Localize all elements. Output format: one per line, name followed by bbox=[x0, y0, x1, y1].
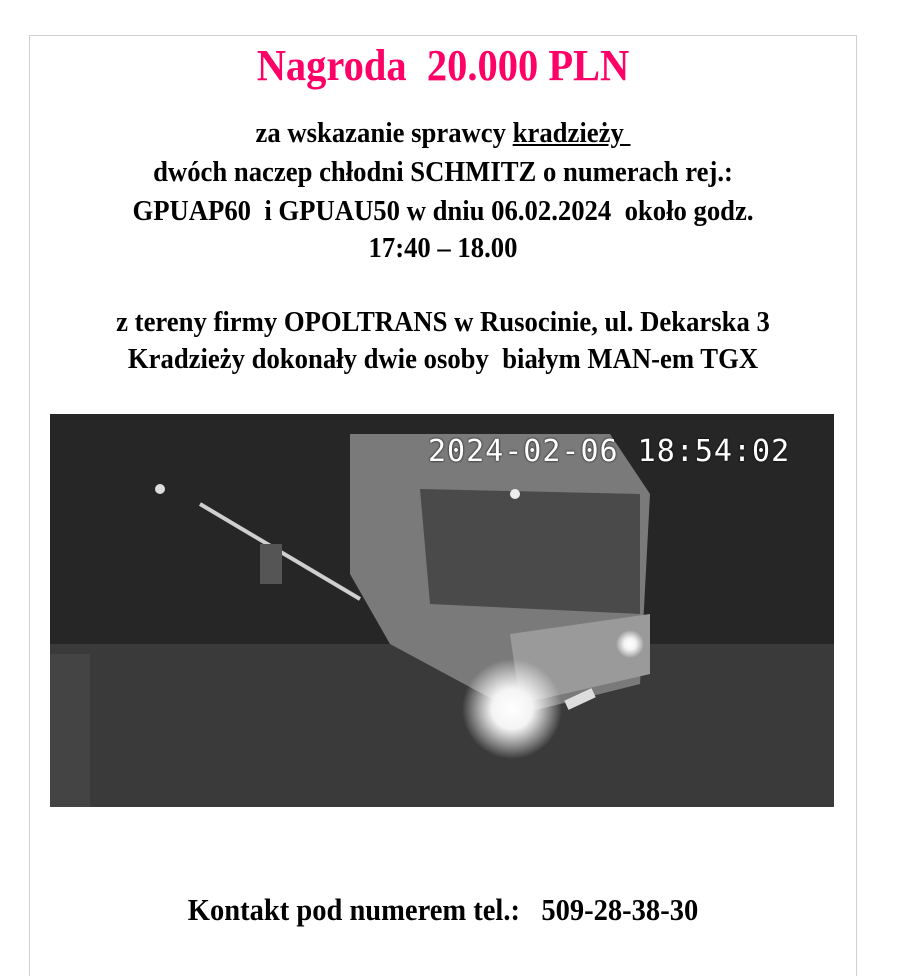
reward-title: Nagroda 20.000 PLN bbox=[256, 41, 630, 90]
text-line-1 bbox=[62, 117, 824, 150]
headlight-glow bbox=[462, 659, 562, 759]
text-line-3: GPUAP60 i GPUAU50 w dniu 06.02.2024 około godz. bbox=[132, 195, 754, 227]
cctv-scene bbox=[50, 414, 834, 807]
cctv-timestamp: 2024-02-06 18:54:02 bbox=[428, 434, 791, 469]
contact-line: Kontakt pod numerem tel.: 509-28-38-30 bbox=[187, 892, 699, 927]
underlined-word: kradzieży bbox=[512, 117, 631, 149]
text-line-2: dwóch naczep chłodni SCHMITZ o numerach rej.: bbox=[153, 156, 733, 188]
text-line-5: z tereny firmy OPOLTRANS w Rusocinie, ul. Dekarska 3 bbox=[116, 306, 770, 338]
text-line-1-prefix: za wskazanie sprawcy bbox=[255, 117, 513, 149]
text-line-4: 17:40 – 18.00 bbox=[368, 232, 518, 264]
cctv-photo bbox=[50, 414, 834, 807]
text-line-6: Kradzieży dokonały dwie osoby białym MAN-em TGX bbox=[127, 343, 759, 375]
